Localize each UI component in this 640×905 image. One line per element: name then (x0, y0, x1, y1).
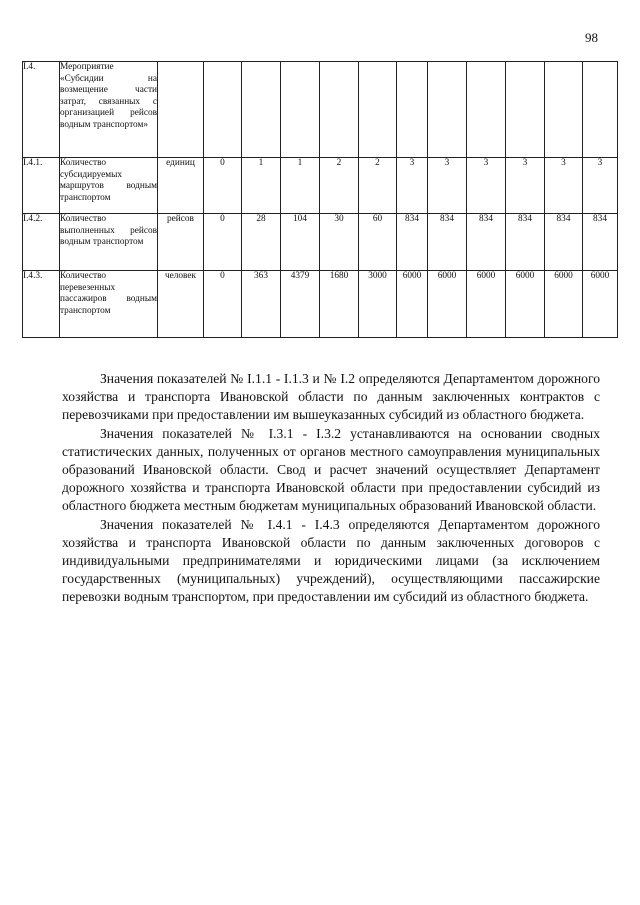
value-cell: 1 (281, 158, 320, 214)
value-cell: 0 (204, 158, 242, 214)
value-cell: 3 (506, 158, 545, 214)
value-cell: 0 (204, 271, 242, 338)
value-cell: 834 (545, 214, 583, 271)
value-cell: 363 (242, 271, 281, 338)
row-name: Количество перевезенных пассажиров водным транспортом (60, 271, 158, 338)
value-cell: 834 (467, 214, 506, 271)
paragraph: Значения показателей № I.3.1 - I.3.2 устанавливаются на основании сводных статистических данных, полученных от органов местного самоуправления муниципальных образований Ивановской области. Свод и расчет значений осуществляет Департамент дорожного хозяйства и транспорта Ивановской области при предоставлении субсидий из областного бюджета местным бюджетам муниципальных образований Ивановской области. (62, 425, 600, 514)
value-cell: 60 (359, 214, 397, 271)
value-cell (545, 62, 583, 158)
row-unit: рейсов (158, 214, 204, 271)
value-cell (467, 62, 506, 158)
value-cell: 3 (397, 158, 428, 214)
row-code: I.4.3. (23, 271, 60, 338)
table-row (23, 271, 618, 338)
paragraph: Значения показателей № I.1.1 - I.1.3 и № I.2 определяются Департаментом дорожного хозяйства и транспорта Ивановской области по данным заключенных контрактов с перевозчиками при предоставлении им вышеуказанных субсидий из областного бюджета. (62, 371, 600, 423)
value-cell: 4379 (281, 271, 320, 338)
indicators-table (22, 61, 618, 338)
row-name: Количество субсидируемых маршрутов водным транспортом (60, 158, 158, 214)
value-cell: 834 (506, 214, 545, 271)
explanatory-text (62, 370, 600, 607)
value-cell: 6000 (397, 271, 428, 338)
value-cell: 3 (428, 158, 467, 214)
row-unit (158, 62, 204, 158)
value-cell: 6000 (467, 271, 506, 338)
value-cell: 3 (583, 158, 618, 214)
table-row (23, 214, 618, 271)
value-cell: 6000 (506, 271, 545, 338)
value-cell: 28 (242, 214, 281, 271)
value-cell (428, 62, 467, 158)
value-cell: 834 (428, 214, 467, 271)
value-cell (359, 62, 397, 158)
value-cell: 834 (397, 214, 428, 271)
page-number: 98 (585, 30, 598, 45)
value-cell (397, 62, 428, 158)
value-cell (242, 62, 281, 158)
row-unit: единиц (158, 158, 204, 214)
value-cell (320, 62, 359, 158)
row-code: I.4.1. (23, 158, 60, 214)
table-row (23, 158, 618, 214)
row-name: Количество выполненных рейсов водным транспортом (60, 214, 158, 271)
row-name: Мероприятие «Субсидии на возмещение части затрат, связанных с организацией рейсов водным транспортом» (60, 62, 158, 158)
value-cell: 6000 (583, 271, 618, 338)
value-cell: 6000 (428, 271, 467, 338)
value-cell: 3000 (359, 271, 397, 338)
value-cell (506, 62, 545, 158)
value-cell: 30 (320, 214, 359, 271)
row-code: I.4.2. (23, 214, 60, 271)
value-cell (583, 62, 618, 158)
value-cell: 6000 (545, 271, 583, 338)
value-cell: 2 (359, 158, 397, 214)
value-cell: 2 (320, 158, 359, 214)
row-unit: человек (158, 271, 204, 338)
table-row (23, 62, 618, 158)
value-cell (281, 62, 320, 158)
value-cell: 3 (467, 158, 506, 214)
value-cell: 1680 (320, 271, 359, 338)
value-cell: 0 (204, 214, 242, 271)
value-cell: 834 (583, 214, 618, 271)
value-cell (204, 62, 242, 158)
row-code: I.4. (23, 62, 60, 158)
value-cell: 104 (281, 214, 320, 271)
value-cell: 1 (242, 158, 281, 214)
value-cell: 3 (545, 158, 583, 214)
paragraph: Значения показателей № I.4.1 - I.4.3 определяются Департаментом дорожного хозяйства и транспорта Ивановской области по данным заключенных договоров с индивидуальными предпринимателями и юридическими лицами (за исключением государственных (муниципальных) учреждений), осуществляющими пассажирские перевозки водным транспортом, при предоставлении им субсидий из областного бюджета. (62, 516, 600, 605)
